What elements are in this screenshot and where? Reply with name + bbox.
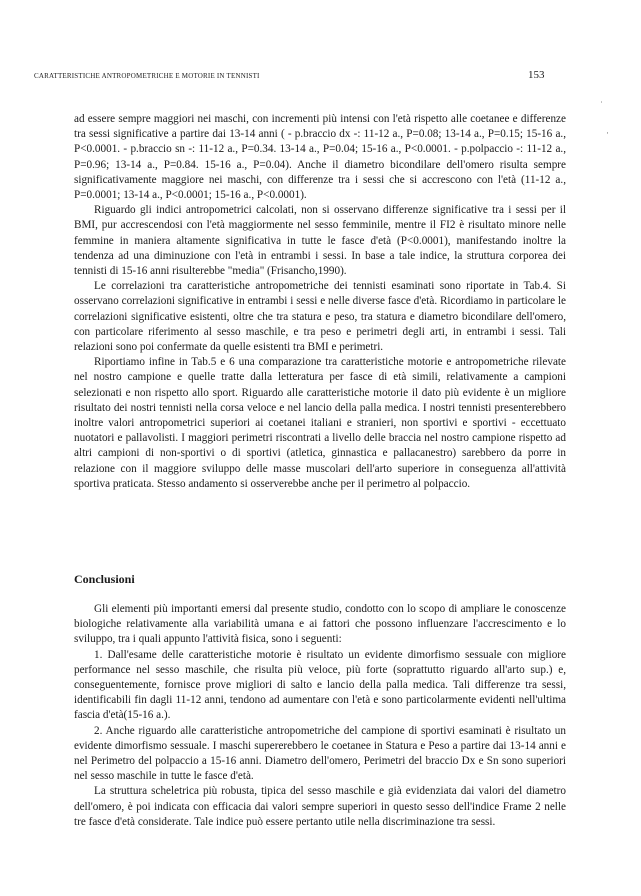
section-title: Conclusioni — [74, 572, 135, 586]
running-header: CARATTERISTICHE ANTROPOMETRICHE E MOTORIE IN TENNISTI — [34, 72, 260, 80]
paragraph: 1. Dall'esame delle caratteristiche motorie è risultato un evidente dimorfismo sessuale con migliore performance nel sesso maschile, che risulta più veloce, più forte (soprattutto riguardo all'arto sup.) e, conseguentemente, fornisce prove migliori di salto e lancio della palla medica. Tali differenze tra sessi, identificabili fin dagli 11-12 anni, tendono ad aumentare con l'età e sono particolarmente evidenti nell'ultima fascia d'età(15-16 a.). — [74, 648, 566, 722]
paragraph: Gli elementi più importanti emersi dal presente studio, condotto con lo scopo di ampliare le conoscenze biologiche relativamente alla variabilità umana e ai fattori che possono influenzare l'accrescimento e lo sviluppo, tra i quali appunto l'attività fisica, sono i seguenti: — [74, 603, 566, 646]
scan-speck: · — [606, 128, 609, 138]
page-number: 153 — [528, 69, 545, 81]
paragraph: 2. Anche riguardo alle caratteristiche antropometriche del campione di sportivi esaminati è risultato un evidente dimorfismo sessuale. I maschi supererebbero le coetanee in Statura e Peso a partire dai 13-14 anni e nel Perimetro del polpaccio a 15-16 anni. Diametro dell'omero, Perimetri del braccio Dx e Sn sono superiori nel sesso maschile in tutte le fasce d'età. — [74, 724, 566, 783]
paragraph: Riportiamo infine in Tab.5 e 6 una comparazione tra caratteristiche motorie e antropometriche rilevate nel nostro campione e quelle tratte dalla letteratura per fasce di età simili, relativamente a campioni selezionati e non rispetto allo sport. Riguardo alle caratteristiche motorie il dato più evidente è un migliore risultato dei nostri tennisti nella corsa veloce e nel lancio della palla medica. I nostri tennisti presenterebbero inoltre valori antropometrici superiori ai coetanei italiani e stranieri, non sportivi e sportivi - eccettuato nuotatori e pallavolisti. I maggiori perimetri riscontrati a livello delle braccia nel nostro campione rispetto ad altri campioni di non-sportivi o di sportivi (atletica, ginnastica e pallacanestro) sarebbero da porre in relazione con il maggiore sviluppo delle masse muscolari dell'arto superiore in conseguenza all'attività sportiva praticata. Stesso andamento si osserverebbe anche per il perimetro al polpaccio. — [74, 356, 566, 490]
conclusions-section — [74, 602, 566, 830]
scan-speck: ˙ — [600, 100, 603, 110]
results-section — [74, 112, 566, 492]
paragraph: ad essere sempre maggiori nei maschi, con incrementi più intensi con l'età rispetto alle coetanee e differenze tra sessi significative a partire dai 13-14 anni ( - p.braccio dx -: 11-12 a., P=0.08; 13-14 a., P=0.15; 15-16 a., P<0.0001. - p.braccio sn -: 11-12 a., P=0.34. 13-14 a., P=0.04; 15-16 a., P<0.0001. - p.polpaccio -: 11-12 a., P=0.96; 13-14 a., P=0.84. 15-16 a., P=0.04). Anche il diametro bicondilare dell'omero risulta sempre significativamente maggiore nei maschi, con differenze tra i sessi che si accrescono con l'età (11-12 a., P=0.0001; 13-14 a., P<0.0001; 15-16 a., P<0.0001). — [74, 113, 566, 202]
paragraph: La struttura scheletrica più robusta, tipica del sesso maschile e già evidenziata dai valori del diametro dell'omero, è poi indicata con efficacia dai valori sempre superiori in questo sesso dell'indice Frame 2 nelle tre fasce d'età considerate. Tale indice può essere pertanto utile nella discriminazione tra sessi. — [74, 785, 566, 828]
paragraph: Le correlazioni tra caratteristiche antropometriche dei tennisti esaminati sono riportate in Tab.4. Si osservano correlazioni significative in entrambi i sessi e nelle diverse fasce d'età. Ricordiamo in particolare le correlazioni significative esistenti, oltre che tra statura e peso, tra statura e diametro bicondilare dell'omero, con particolare riferimento al sesso maschile, e tra peso e perimetri degli arti, in entrambi i sessi. Tali relazioni sono poi confermate da quelle esistenti tra BMI e perimetri. — [74, 280, 566, 354]
paragraph: Riguardo gli indici antropometrici calcolati, non si osservano differenze significative tra i sessi per il BMI, pur accrescendosi con l'età maggiormente nel sesso femminile, mentre il FI2 è risultato minore nelle femmine in maniera altamente significativa in tutte le fasce d'età (P<0.0001), manifestando inoltre la tendenza ad una diminuzione con l'età in entrambi i sessi. In base a tale indice, la struttura corporea dei tennisti di 15-16 anni risulterebbe "media" (Frisancho,1990). — [74, 204, 566, 278]
